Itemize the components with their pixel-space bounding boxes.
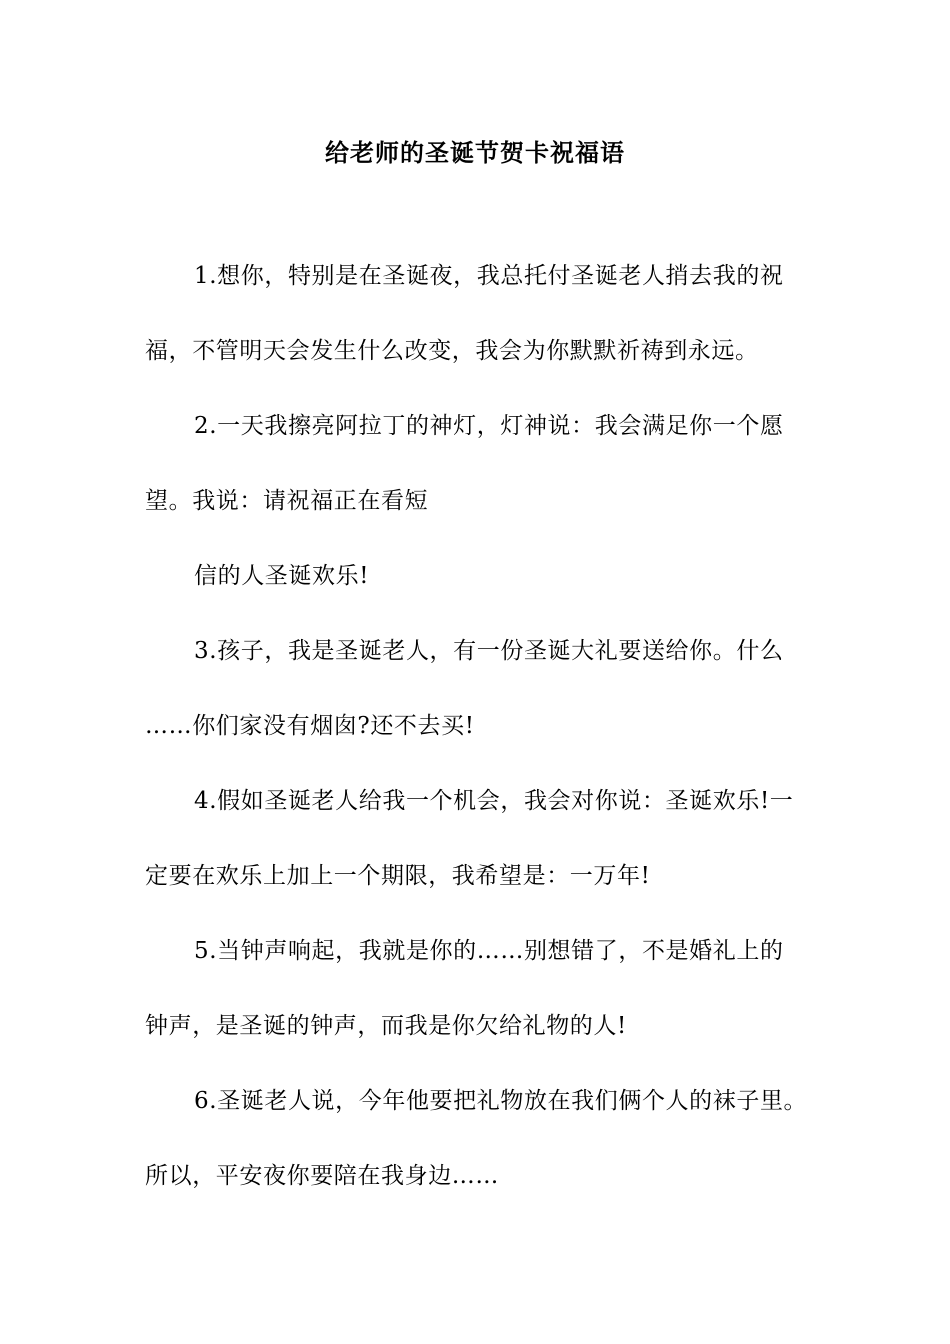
paragraph-4-line-1: 4.假如圣诞老人给我一个机会，我会对你说：圣诞欢乐!一 [194,788,794,814]
paragraph-6-line-1: 6.圣诞老人说，今年他要把礼物放在我们俩个人的袜子里。 [194,1088,808,1114]
paragraph-3-line-1: 3.孩子，我是圣诞老人，有一份圣诞大礼要送给你。什么 [194,638,784,664]
paragraph-2-line-3: 信的人圣诞欢乐! [194,563,370,589]
paragraph-4-line-2: 定要在欢乐上加上一个期限，我希望是：一万年! [145,863,651,889]
paragraph-5-line-1: 5.当钟声响起，我就是你的……别想错了，不是婚礼上的 [194,938,784,964]
paragraph-2-line-1: 2.一天我擦亮阿拉丁的神灯，灯神说：我会满足你一个愿 [194,413,784,439]
paragraph-2-line-2: 望。我说：请祝福正在看短 [145,488,429,514]
paragraph-1-line-2: 福，不管明天会发生什么改变，我会为你默默祈祷到永远。 [145,338,759,364]
paragraph-5-line-2: 钟声，是圣诞的钟声，而我是你欠给礼物的人! [145,1013,627,1039]
paragraph-6-line-2: 所以，平安夜你要陪在我身边…… [145,1163,499,1189]
document-title: 给老师的圣诞节贺卡祝福语 [325,138,625,167]
paragraph-3-line-2: ……你们家没有烟囱?还不去买! [145,713,475,739]
paragraph-1-line-1: 1.想你，特别是在圣诞夜，我总托付圣诞老人捎去我的祝 [194,263,784,289]
